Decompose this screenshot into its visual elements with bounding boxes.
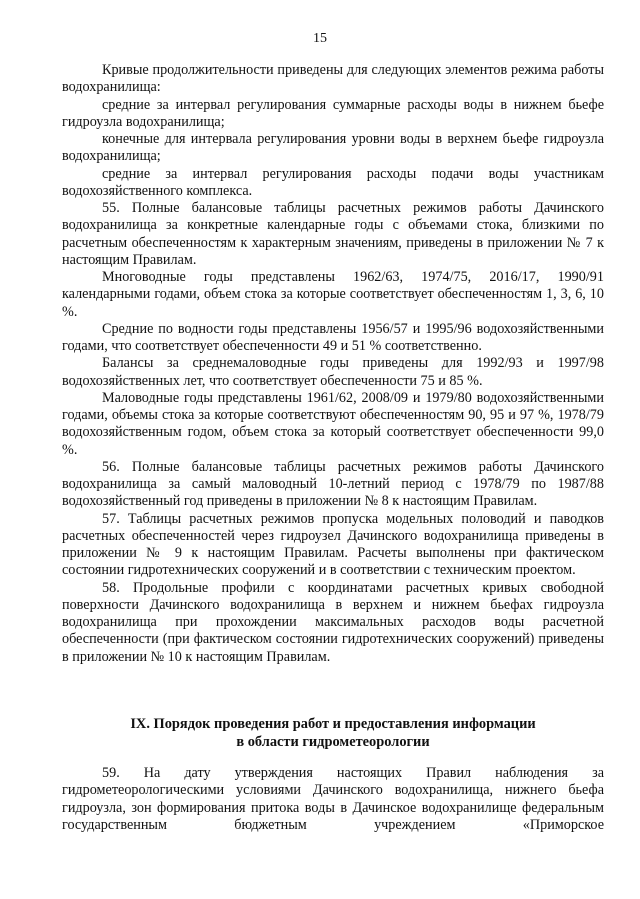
paragraph-low-water-years: Маловодные годы представлены 1961/62, 2008/09 и 1979/80 водохозяйственными годами, объемы стока за которые соответствуют обеспеченностям 90, 95 и 97 %, 1978/79 водохозяйственным годом, объем стока за который соответствует обеспеченности 99,0 %. [62, 389, 604, 458]
paragraph-56: 56. Полные балансовые таблицы расчетных режимов работы Дачинского водохранилища за самый маловодный 10-летний период с 1978/79 по 1987/88 водохозяйственный год приведены в приложении № 8 к настоящим Правилам. [62, 458, 604, 510]
section-heading-line-1: IX. Порядок проведения работ и предоставления информации [130, 716, 536, 732]
paragraph-duration-curves-intro: Кривые продолжительности приведены для следующих элементов режима работы водохранилища: [62, 62, 604, 96]
paragraph-medium-low-years: Балансы за среднемаловодные годы приведены для 1992/93 и 1997/98 водохозяйственных лет, что соответствует обеспеченности 75 и 85 %. [62, 355, 604, 389]
paragraph-average-years: Средние по водности годы представлены 1956/57 и 1995/96 водохозяйственными годами, что соответствует обеспеченности 49 и 51 % соответственно. [62, 320, 604, 354]
paragraph-59: 59. На дату утверждения настоящих Правил наблюдения за гидрометеорологическими условиями Дачинского водохранилища, нижнего бьефа гидроузла, зон формирования притока воды в Дачинское водохранилище федеральным государственным бюджетным учреждением «Приморское [62, 765, 604, 833]
body-text-continued [62, 765, 604, 834]
paragraph-lower-pool-discharges: средние за интервал регулирования суммарные расходы воды в нижнем бьефе гидроузла водохранилища; [62, 96, 604, 130]
section-heading-line-2: в области гидрометеорологии [236, 733, 430, 750]
paragraph-58: 58. Продольные профили с координатами расчетных кривых свободной поверхности Дачинского водохранилища в верхнем и нижнем бьефах гидроузла водохранилища при прохождении максимальных расходов воды расчетной обеспеченности (при фактическом состоянии гидротехнических сооружений) приведены в приложении № 10 к настоящим Правилам. [62, 579, 604, 665]
section-heading [62, 716, 604, 751]
paragraph-57: 57. Таблицы расчетных режимов пропуска модельных половодий и паводков расчетных обеспеченностей через гидроузел Дачинского водохранилища приведены в приложении № 9 к настоящим Правилам. Расчеты выполнены при фактическом состоянии гидротехнических сооружений и в соответствии с техническим проектом. [62, 510, 604, 579]
page-number: 15 [313, 31, 327, 46]
body-text [62, 62, 604, 666]
paragraph-55: 55. Полные балансовые таблицы расчетных режимов работы Дачинского водохранилища за конкретные календарные годы с объемами стока, близкими по расчетным обеспеченностям к характерным значениям, приведены в приложении № 7 к настоящим Правилам. [62, 200, 604, 268]
paragraph-high-water-years: Многоводные годы представлены 1962/63, 1974/75, 2016/17, 1990/91 календарными годами, объем стока за которые соответствует обеспеченностям 1, 3, 6, 10 %. [62, 269, 604, 320]
paragraph-upper-pool-levels: конечные для интервала регулирования уровни воды в верхнем бьефе гидроузла водохранилища; [62, 131, 604, 165]
paragraph-water-supply: средние за интервал регулирования расходы подачи воды участникам водохозяйственного комплекса. [62, 165, 604, 199]
